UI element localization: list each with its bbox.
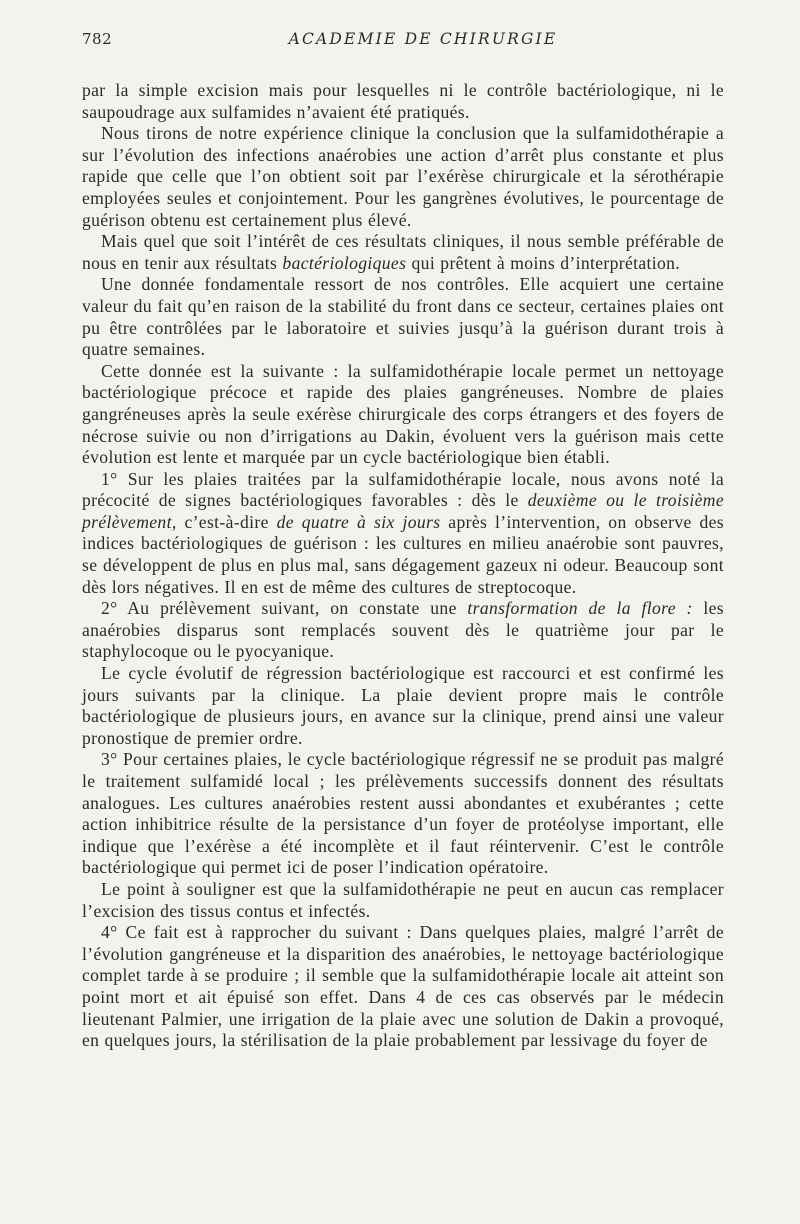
text-run: 1° Sur les plaies traitées par la sulfamidothérapie locale, nous avons noté la précocité de signes bactériologiques favorables : dès le <box>82 468 724 511</box>
text-run: Une donnée fondamentale ressort de nos contrôles. Elle acquiert une certaine valeur du fait qu’en raison de la stabilité du front dans ce secteur, certaines plaies ont pu être contrôlées par le laboratoire et suivies jusqu’à la guérison durant trois à quatre semaines. <box>82 274 724 360</box>
paragraph <box>82 879 724 922</box>
paragraph <box>82 274 724 360</box>
text-run: Nous tirons de notre expérience clinique la conclusion que la sulfamidothérapie a sur l’évolution des infections anaérobies une action d’arrêt plus constante et plus rapide que celle que l’on obtient soit par l’exérèse chirurgicale et la sérothérapie employées seules et conjointement. Pour les gangrènes évolutives, le pourcentage de guérison obtenu est certainement plus élevé. <box>82 123 724 230</box>
paragraph <box>82 361 724 469</box>
paragraph <box>82 123 724 231</box>
italic-run: deuxième ou le troisième prélèvement, <box>82 490 724 532</box>
paragraph <box>82 663 724 749</box>
text-run: Le cycle évolutif de régression bactériologique est raccourci et est confirmé les jours suivants par la clinique. La plaie devient propre mais le contrôle bactériologique de plusieurs jours, en avance sur la clinique, prend ainsi une valeur pronostique de premier ordre. <box>82 663 724 748</box>
italic-run: transformation de la flore : <box>467 598 693 619</box>
paragraph <box>82 469 724 599</box>
text-run: Le point à souligner est que la sulfamidothérapie ne peut en aucun cas remplacer l’excision des tissus contus et infectés. <box>82 878 724 921</box>
running-title: ACADEMIE DE CHIRURGIE <box>288 30 558 48</box>
text-run: 4° Ce fait est à rapprocher du suivant : Dans quelques plaies, malgré l’arrêt de l’évolution gangréneuse et la disparition des anaérobies, le nettoyage bactériologique complet tarde à se produire ; il semble que la sulfamidothérapie locale ait atteint son point mort et ait épuisé son effet. Dans 4 de ces cas observés par le médecin lieutenant Palmier, une irrigation de la plaie avec une solution de Dakin a provoqué, en quelques jours, la stérilisation de la plaie probablement par lessivage du foyer de <box>82 922 724 1051</box>
body-text <box>82 80 724 1052</box>
text-run: Cette donnée est la suivante : la sulfamidothérapie locale permet un nettoyage bactériologique précoce et rapide des plaies gangréneuses. Nombre de plaies gangréneuses après la seule exérèse chirurgicale des corps étrangers et des foyers de nécrose suivie ou non d’irrigations au Dakin, évoluent vers la guérison mais cette évolution est lente et marquée par un cycle bactériologique bien établi. <box>82 360 724 468</box>
paragraph <box>82 231 724 274</box>
text-run: qui prêtent à moins d’interprétation. <box>406 252 681 273</box>
text-run: c’est-à-dire <box>176 511 277 532</box>
paragraph <box>82 922 724 1052</box>
paragraph <box>82 598 724 663</box>
paragraph <box>82 80 724 123</box>
text-run: par la simple excision mais pour lesquelles ni le contrôle bactériologique, ni le saupoudrage aux sulfamides n’avaient été pratiqués. <box>82 80 724 122</box>
paragraph <box>82 749 724 879</box>
document-page <box>82 30 724 1052</box>
text-run: Mais quel que soit l’intérêt de ces résultats cliniques, il nous semble préférable de nous en tenir aux résultats <box>82 231 724 273</box>
text-run: les anaérobies disparus sont remplacés souvent dès le quatrième jour par le staphylocoque ou le pyocyanique. <box>82 598 725 662</box>
italic-run: de quatre à six jours <box>276 511 441 532</box>
italic-run: bactériologiques <box>282 252 407 273</box>
text-run: 2° Au prélèvement suivant, on constate une <box>101 598 468 619</box>
text-run: 3° Pour certaines plaies, le cycle bactériologique régressif ne se produit pas malgré le traitement sulfamidé local ; les prélèvements successifs donnent des résultats analogues. Les cultures anaérobies restent aussi abondantes et exubérantes ; cette action inhibitrice résulte de la persistance d’un foyer de protéolyse important, elle indique que l’exérèse a été incomplète et il faut réintervenir. C’est le contrôle bactériologique qui permet ici de poser l’indication opératoire. <box>82 749 724 878</box>
page-number: 782 <box>82 30 113 48</box>
text-run: après l’intervention, on observe des indices bactériologiques de guérison : les cultures en milieu anaérobie sont pauvres, se développent de plus en plus mal, sans dégagement gazeux ni odeur. Beaucoup sont dès lors négatives. Il en est de même des cultures de streptocoque. <box>82 511 725 597</box>
page-header <box>82 30 724 58</box>
